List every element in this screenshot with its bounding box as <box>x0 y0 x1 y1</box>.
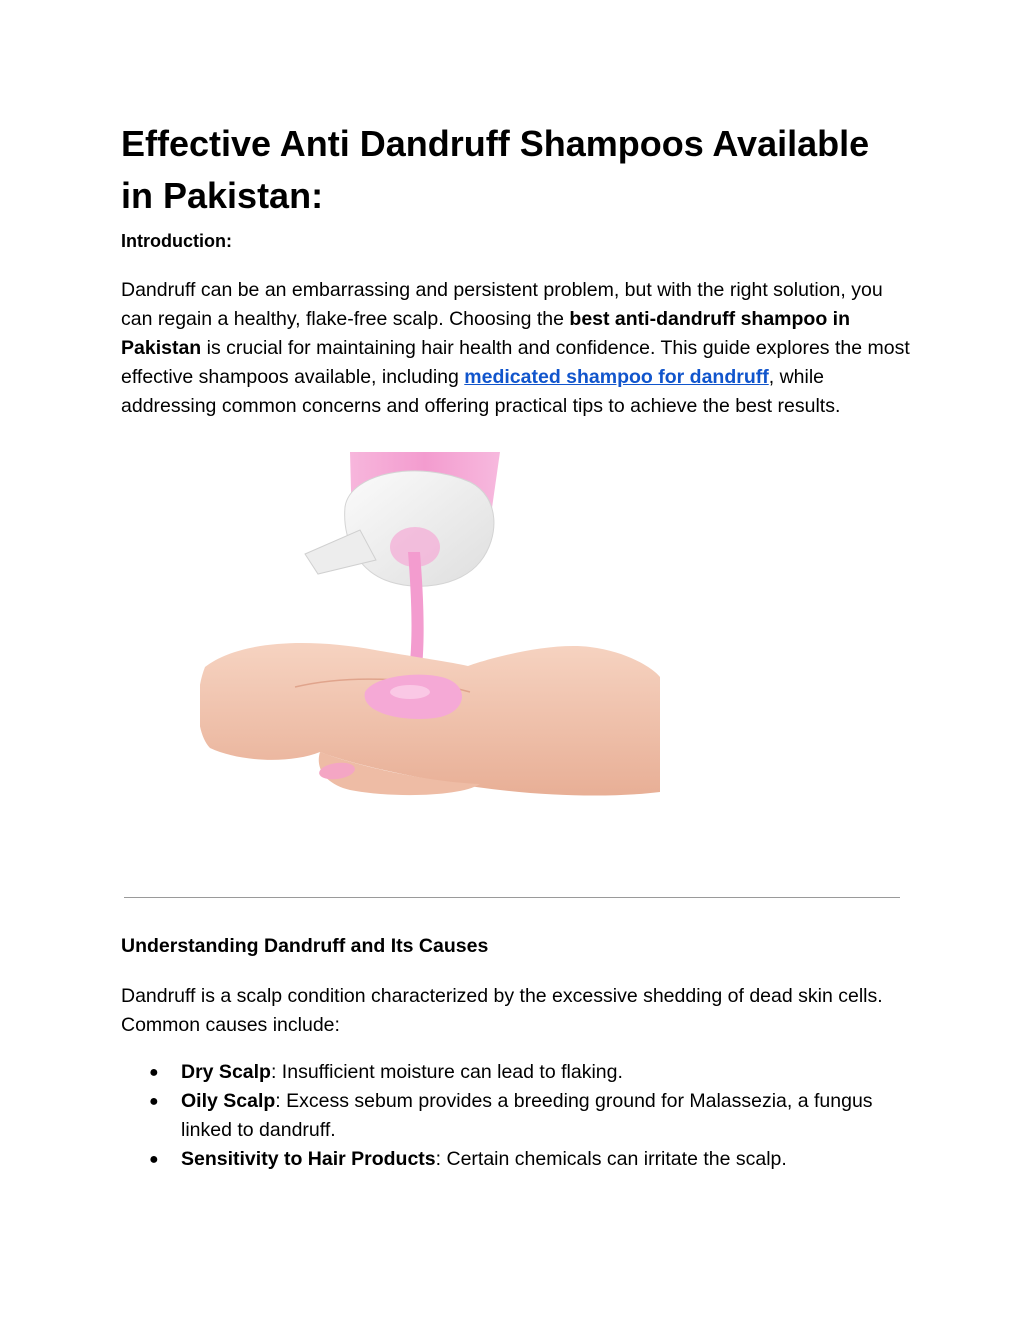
cause-desc: : Excess sebum provides a breeding ground for Malassezia, a fungus linked to dandruff. <box>181 1090 873 1141</box>
cause-desc: : Certain chemicals can irritate the scalp. <box>435 1148 787 1170</box>
page-title: Effective Anti Dandruff Shampoos Available in Pakistan: <box>121 123 870 216</box>
section-heading: Understanding Dandruff and Its Causes <box>121 935 489 957</box>
intro-paragraph <box>121 276 911 421</box>
list-item <box>121 1087 901 1145</box>
cause-desc: : Insufficient moisture can lead to flaking. <box>270 1061 623 1083</box>
intro-text-1: Dandruff can be an embarrassing and persistent problem, but with the right solution, you can regain a healthy, flake-free scalp. Choosing the <box>121 279 883 330</box>
cause-term: Sensitivity to Hair Products <box>181 1148 436 1170</box>
bullet-icon: ● <box>149 1151 159 1168</box>
intro-text-2: is crucial for maintaining hair health and confidence. This guide explores the most effective shampoos available, including <box>121 337 910 388</box>
medicated-shampoo-link[interactable]: medicated shampoo for dandruff <box>464 366 769 388</box>
intro-heading: Introduction: <box>121 231 232 251</box>
causes-list <box>121 1058 901 1174</box>
cause-term: Dry Scalp <box>181 1061 271 1083</box>
cause-term: Oily Scalp <box>181 1090 276 1112</box>
list-item <box>121 1145 901 1174</box>
hand-with-shampoo-bottle-photo <box>200 452 660 798</box>
section-divider <box>124 897 900 898</box>
intro-bold-phrase: best anti-dandruff shampoo in Pakistan <box>121 308 850 359</box>
section-paragraph: Dandruff is a scalp condition characterized by the excessive shedding of dead skin cells. Common causes include: <box>121 985 883 1036</box>
list-item <box>121 1058 901 1087</box>
bullet-icon: ● <box>149 1093 159 1110</box>
bullet-icon: ● <box>149 1064 159 1081</box>
intro-text-3: , while addressing common concerns and offering practical tips to achieve the best results. <box>121 366 841 417</box>
